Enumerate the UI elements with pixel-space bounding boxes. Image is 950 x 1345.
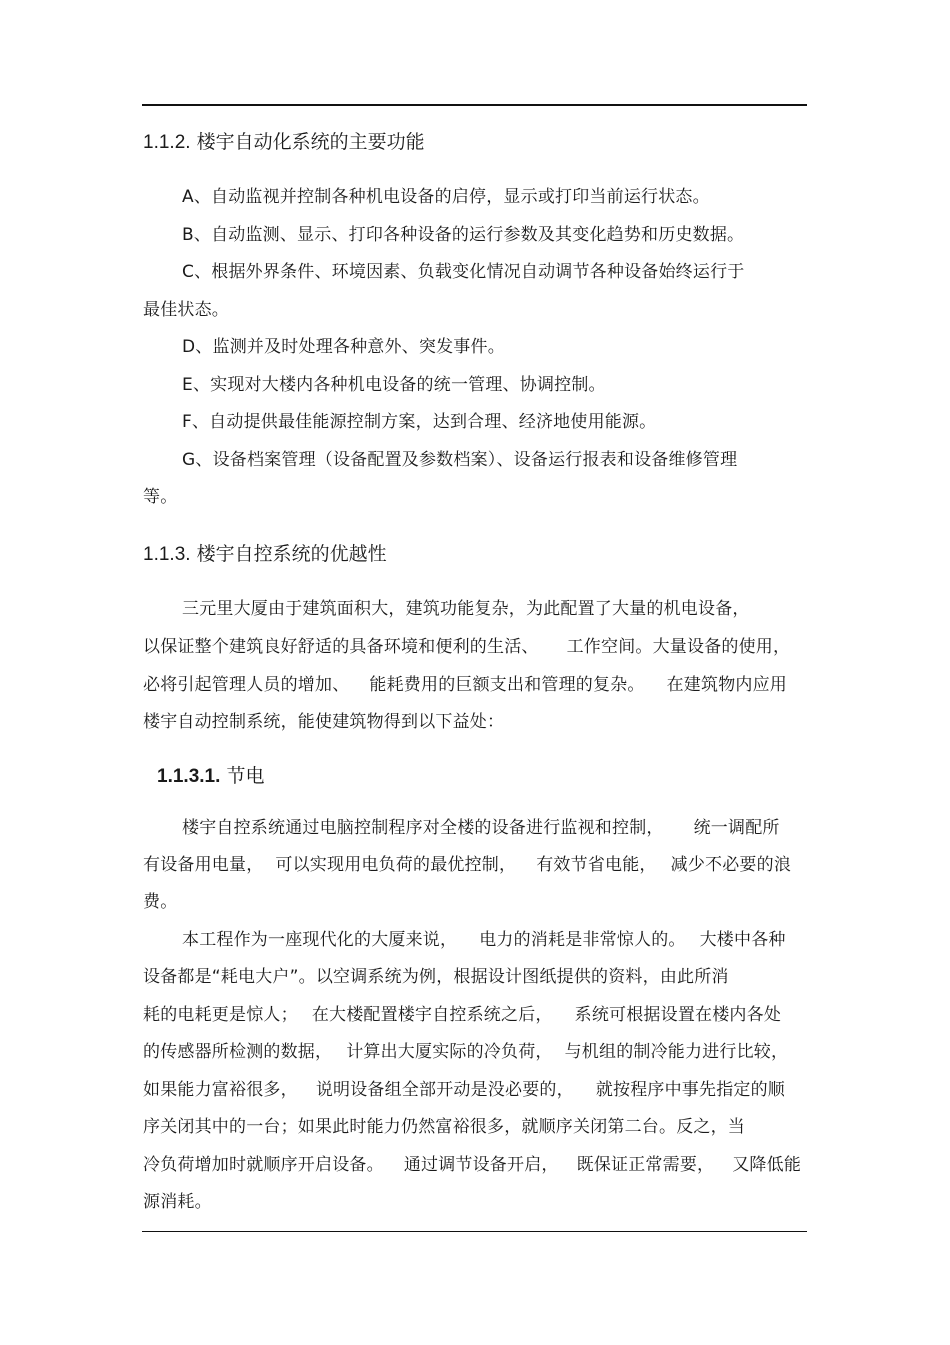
paragraph-line [143,1040,788,1064]
section-number: 1.1.3.1. [157,766,221,787]
paragraph-line: 楼宇自动控制系统，能使建筑物得到以下益处： [143,712,505,732]
paragraph-line [143,635,790,659]
section-number: 1.1.2. [143,132,191,153]
text-run: 工作空间。大量设备的使用， [566,637,791,657]
list-item-f: F、自动提供最佳能源控制方案，达到合理、经济地使用能源。 [182,412,657,432]
text-run: 又降低能 [732,1155,802,1175]
text-run: 大楼中各种 [699,930,786,950]
section-heading-1-1-3 [143,541,387,568]
paragraph-line [143,1153,801,1177]
list-item-g: G、设备档案管理（设备配置及参数档案）、设备运行报表和设备维修管理 [182,450,738,470]
paragraph-line [143,853,791,877]
text-run: 本工程作为一座现代化的大厦来说， [182,930,458,950]
paragraph-line: 源消耗。 [143,1192,212,1212]
paragraph-line [182,928,786,952]
paragraph-line: 序关闭其中的一台；如果此时能力仍然富裕很多，就顺序关闭第二台。反之，当 [143,1117,745,1137]
text-run: 电力的消耗是非常惊人的。 [479,930,686,950]
text-run: 系统可根据设置在楼内各处 [574,1005,782,1025]
section-title: 楼宇自控系统的优越性 [196,543,387,565]
list-item-b: B、自动监测、显示、打印各种设备的运行参数及其变化趋势和历史数据。 [182,225,745,245]
text-run: 能耗费用的巨额支出和管理的复杂。 [369,675,645,695]
list-item-d: D、监测并及时处理各种意外、突发事件。 [182,337,505,357]
list-item-c-cont: 最佳状态。 [143,300,229,320]
text-run: 既保证正常需要， [576,1155,715,1175]
text-run: 在建筑物内应用 [666,675,788,695]
list-item-e: E、实现对大楼内各种机电设备的统一管理、协调控制。 [182,375,606,395]
text-run: 必将引起管理人员的增加、 [143,675,350,695]
text-run: 说明设备组全部开动是没必要的， [315,1080,574,1100]
text-run: 冷负荷增加时就顺序开启设备。 [143,1155,384,1175]
text-run: 就按程序中事先指定的顺 [595,1080,786,1100]
header-rule [142,104,807,106]
paragraph-line [182,816,780,840]
text-run: 计算出大厦实际的冷负荷， [346,1042,553,1062]
text-run: 通过调节设备开启， [403,1155,559,1175]
section-heading-1-1-2 [143,129,425,156]
text-run: 有设备用电量， [143,855,264,875]
text-run: 如果能力富裕很多， [143,1080,298,1100]
footer-rule [142,1231,807,1232]
text-run: 与机组的制冷能力进行比较， [564,1042,789,1062]
section-number: 1.1.3. [143,544,191,565]
paragraph-line: 设备都是“耗电大户”。以空调系统为例，根据设计图纸提供的资料，由此所消 [143,967,729,987]
paragraph-line [143,1078,785,1102]
text-run: 在大楼配置楼宇自控系统之后， [311,1005,553,1025]
text-run: 有效节省电能， [536,855,657,875]
paragraph-line [143,673,787,697]
section-title: 楼宇自动化系统的主要功能 [196,131,425,153]
section-heading-1-1-3-1 [157,763,264,790]
text-run: 以保证整个建筑良好舒适的具备环境和便利的生活、 [143,637,539,657]
paragraph-line: 三元里大厦由于建筑面积大，建筑功能复杂，为此配置了大量的机电设备， [182,599,750,619]
paragraph-line: 费。 [143,892,178,912]
list-item-c: C、根据外界条件、环境因素、负载变化情况自动调节各种设备始终运行于 [182,262,745,282]
text-run: 楼宇自控系统通过电脑控制程序对全楼的设备进行监视和控制， [182,818,664,838]
section-title: 节电 [226,765,265,787]
paragraph-line [143,1003,781,1027]
list-item-a: A、自动监视并控制各种机电设备的启停，显示或打印当前运行状态。 [182,187,710,207]
text-run: 统一调配所 [693,818,780,838]
list-item-g-cont: 等。 [143,487,178,507]
text-run: 耗的电耗更是惊人； [143,1005,298,1025]
text-run: 的传感器所检测的数据， [143,1042,333,1062]
text-run: 可以实现用电负荷的最优控制， [275,855,517,875]
text-run: 减少不必要的浪 [670,855,792,875]
